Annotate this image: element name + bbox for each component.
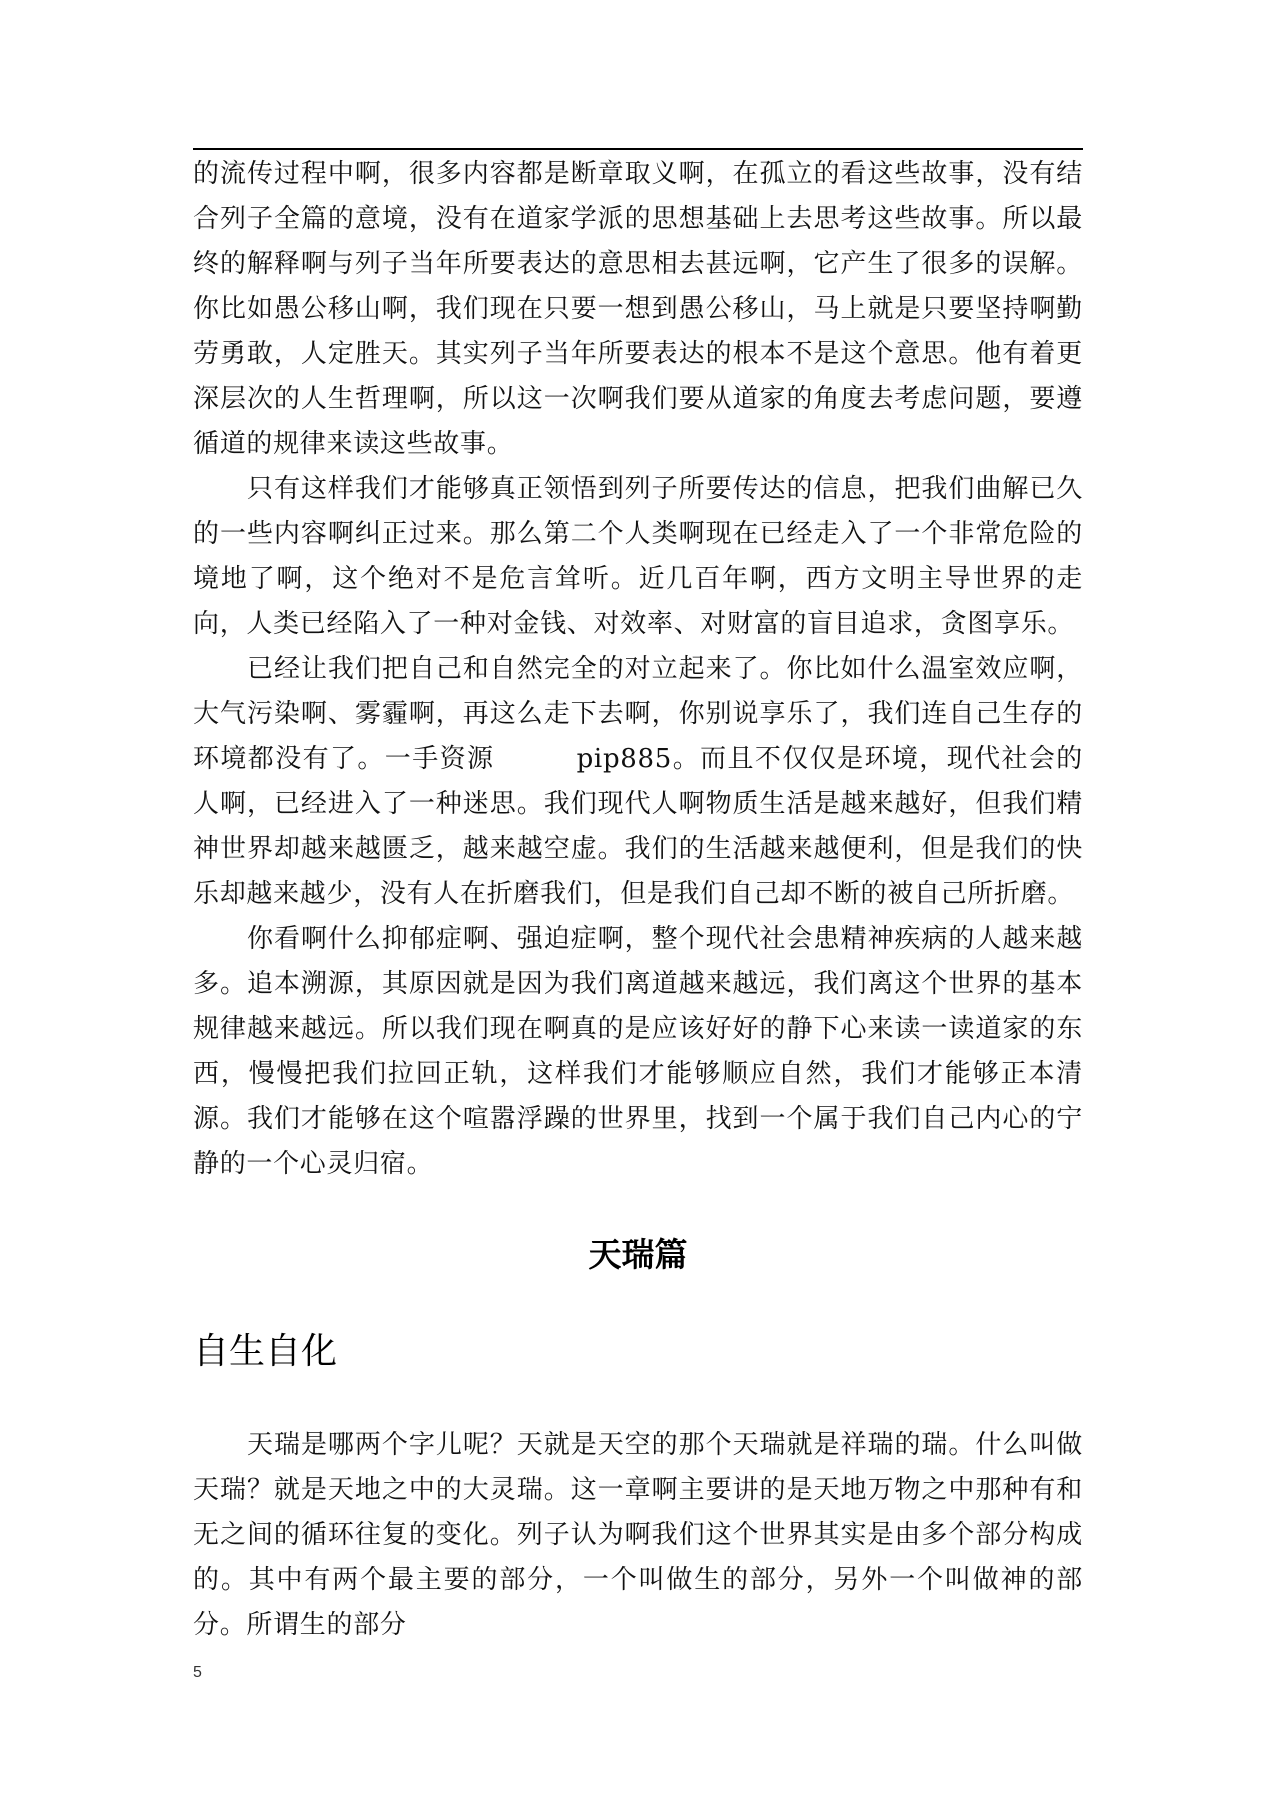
body-paragraph: 天瑞是哪两个字儿呢？天就是天空的那个天瑞就是祥瑞的瑞。什么叫做天瑞？就是天地之中的大灵瑞。这一章啊主要讲的是天地万物之中那种有和无之间的循环往复的变化。列子认为啊我们这个世界其实是由多个部分构成的。其中有两个最主要的部分，一个叫做生的部分，另外一个叫做神的部分。所谓生的部分 (193, 1430, 1083, 1640)
page-content (193, 152, 1083, 1648)
body-paragraph: 的流传过程中啊，很多内容都是断章取义啊，在孤立的看这些故事，没有结合列子全篇的意境，没有在道家学派的思想基础上去思考这些故事。所以最终的解释啊与列子当年所要表达的意思相去甚远啊，它产生了很多的误解。你比如愚公移山啊，我们现在只要一想到愚公移山，马上就是只要坚持啊勤劳勇敢，人定胜天。其实列子当年所要表达的根本不是这个意思。他有着更深层次的人生哲理啊，所以这一次啊我们要从道家的角度去考虑问题，要遵循道的规律来读这些故事。 (193, 159, 1083, 459)
page-number: 5 (193, 1664, 202, 1681)
header-rule (193, 148, 1083, 150)
chapter-title: 天瑞篇 (588, 1235, 688, 1274)
body-paragraph: 你看啊什么抑郁症啊、强迫症啊，整个现代社会患精神疾病的人越来越多。追本溯源，其原因就是因为我们离道越来越远，我们离这个世界的基本规律越来越远。所以我们现在啊真的是应该好好的静下心来读一读道家的东西，慢慢把我们拉回正轨，这样我们才能够顺应自然，我们才能够正本清源。我们才能够在这个喧嚣浮躁的世界里，找到一个属于我们自己内心的宁静的一个心灵归宿。 (193, 924, 1083, 1179)
section-title: 自生自化 (193, 1331, 338, 1372)
body-paragraph: 已经让我们把自己和自然完全的对立起来了。你比如什么温室效应啊，大气污染啊、雾霾啊，再这么走下去啊，你别说享乐了，我们连自己生存的环境都没有了。一手资源 pip885。而且不仅仅是环境，现代社会的人啊，已经进入了一种迷思。我们现代人啊物质生活是越来越好，但我们精神世界却越来越匮乏，越来越空虚。我们的生活越来越便利，但是我们的快乐却越来越少，没有人在折磨我们，但是我们自己却不断的被自己所折磨。 (193, 654, 1083, 909)
body-paragraph: 只有这样我们才能够真正领悟到列子所要传达的信息，把我们曲解已久的一些内容啊纠正过来。那么第二个人类啊现在已经走入了一个非常危险的境地了啊，这个绝对不是危言耸听。近几百年啊，西方文明主导世界的走向，人类已经陷入了一种对金钱、对效率、对财富的盲目追求，贪图享乐。 (193, 474, 1083, 639)
